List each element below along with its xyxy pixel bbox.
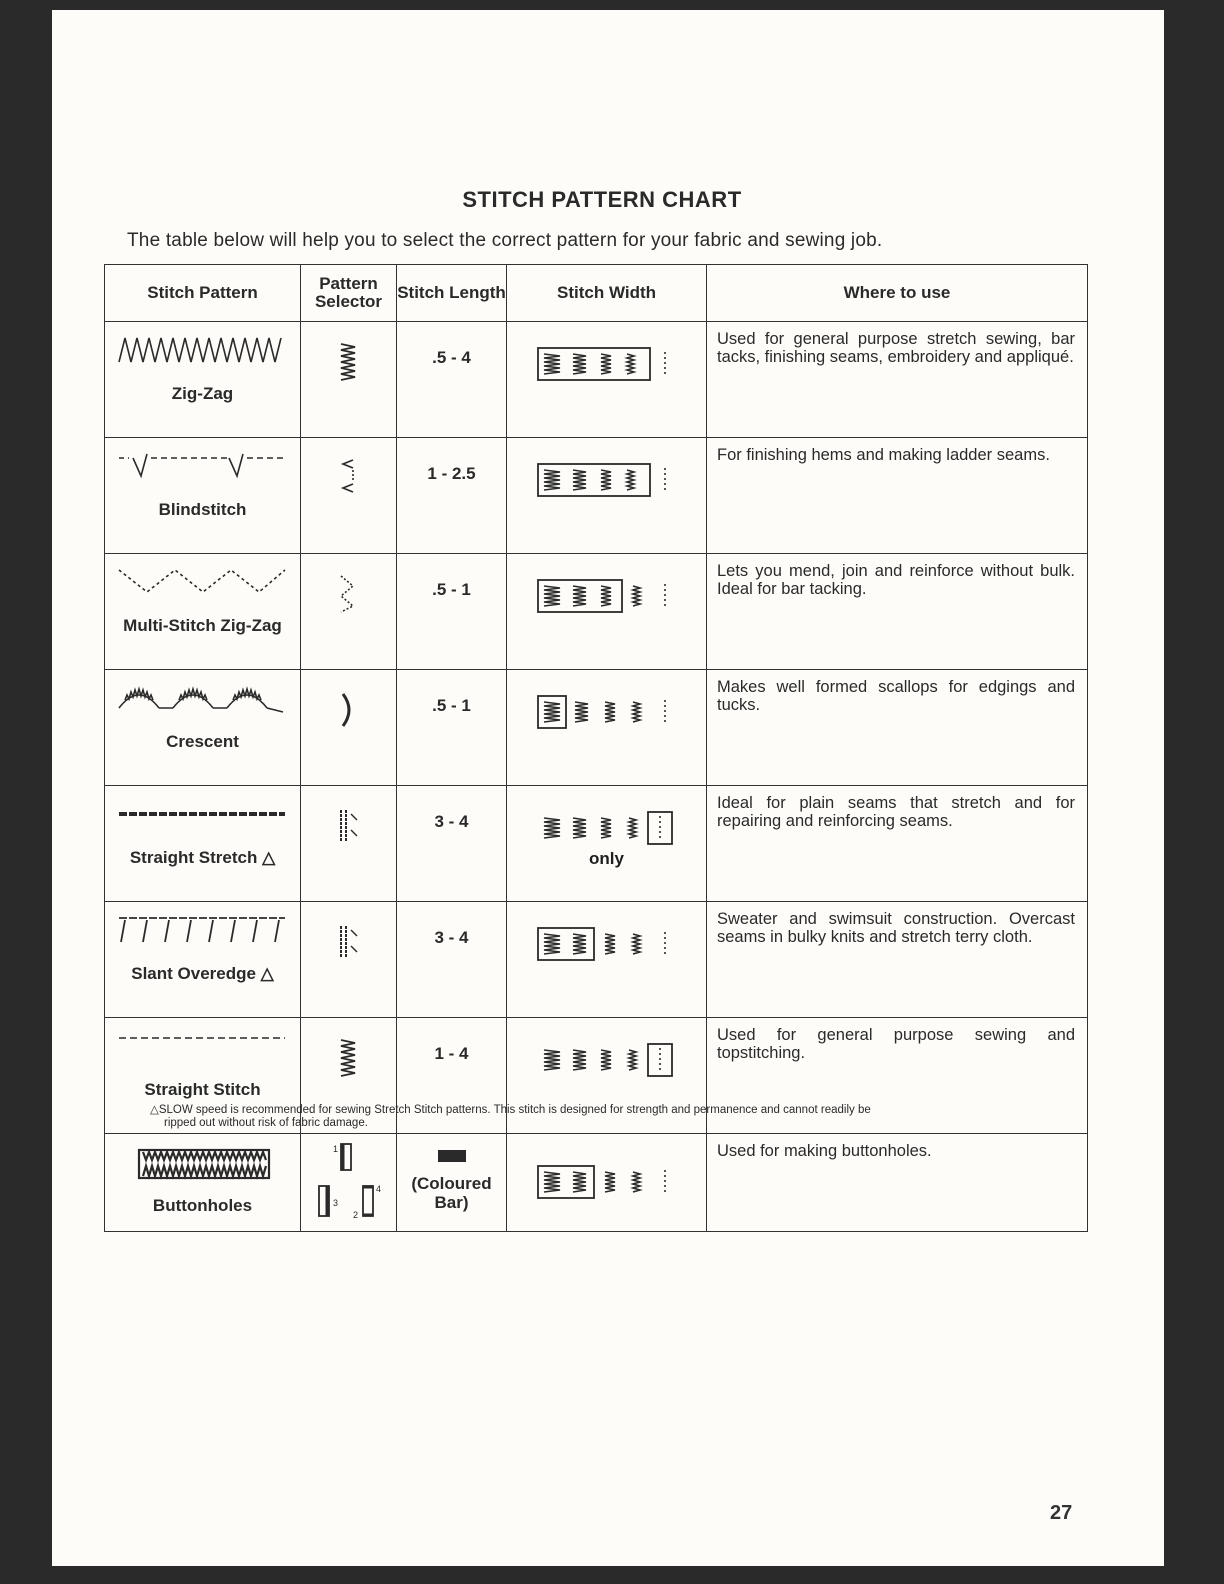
selector-zigzag-icon <box>337 342 361 382</box>
header-stitch-width: Stitch Width <box>507 265 707 322</box>
footnote <box>150 1104 1080 1130</box>
width-range-icon <box>535 344 675 384</box>
zigzag-icon <box>115 334 287 364</box>
step-2: 2 <box>353 1210 359 1220</box>
table-row <box>105 670 1088 786</box>
blindstitch-icon <box>115 450 287 480</box>
where-to-use: Lets you mend, join and reinforce without bulk. Ideal for bar tacking. <box>707 554 1088 670</box>
selector-slant-overedge-icon <box>337 922 361 962</box>
slant-overedge-icon <box>115 914 287 944</box>
selector-straight-stretch-icon <box>337 806 361 846</box>
stitch-length: .5 - 1 <box>397 554 507 670</box>
footnote-line-2: ripped out without risk of fabric damage. <box>164 1117 368 1129</box>
width-range-icon <box>535 924 675 964</box>
header-stitch-length: Stitch Length <box>397 265 507 322</box>
selector-crescent-icon <box>337 690 361 730</box>
stitch-length: .5 - 1 <box>397 670 507 786</box>
step-3: 3 <box>333 1198 339 1208</box>
stitch-length: 1 - 2.5 <box>397 438 507 554</box>
crescent-icon <box>115 682 287 712</box>
pattern-name: Blindstitch <box>158 500 247 519</box>
stitch-length: 3 - 4 <box>397 786 507 902</box>
stitch-pattern-table <box>104 264 1088 1232</box>
pattern-name: Slant Overedge △ <box>131 964 274 983</box>
coloured-bar-icon <box>438 1150 466 1162</box>
stitch-length: (Coloured Bar) <box>411 1174 492 1212</box>
where-to-use: Used for general purpose stretch sewing, bar tacks, finishing seams, embroidery and appliqué. <box>707 322 1088 438</box>
stitch-length: .5 - 4 <box>397 322 507 438</box>
where-to-use: Sweater and swimsuit construction. Overcast seams in bulky knits and stretch terry cloth. <box>707 902 1088 1018</box>
selector-blindstitch-icon <box>337 458 361 498</box>
stitch-length: 1 - 4 <box>397 1018 507 1134</box>
step-4: 4 <box>376 1184 382 1194</box>
scan-edge <box>0 0 1224 10</box>
width-range-icon <box>535 1040 675 1080</box>
step-1: 1 <box>333 1144 339 1154</box>
table-row <box>105 322 1088 438</box>
intro-text: The table below will help you to select the correct pattern for your fabric and sewing job. <box>127 230 883 251</box>
straight-stitch-icon <box>115 1030 287 1060</box>
pattern-name: Straight Stitch <box>144 1080 261 1099</box>
width-note: only <box>589 849 624 868</box>
footnote-line-1: △SLOW speed is recommended for sewing Stretch Stitch patterns. This stitch is designed for strength and permanence and cannot readily be <box>150 1104 871 1116</box>
table-row <box>105 902 1088 1018</box>
pattern-name: Straight Stretch △ <box>129 848 276 867</box>
straight-stretch-icon <box>115 798 287 828</box>
table-row <box>105 1134 1088 1232</box>
pattern-name: Zig-Zag <box>171 384 234 403</box>
width-range-icon <box>535 576 675 616</box>
stitch-length: 3 - 4 <box>397 902 507 1018</box>
where-to-use: For finishing hems and making ladder seams. <box>707 438 1088 554</box>
width-range-icon <box>535 692 675 732</box>
selector-multi-stitch-icon <box>337 574 361 614</box>
selector-buttonhole-icon <box>315 1142 385 1222</box>
table-row <box>105 554 1088 670</box>
width-range-icon <box>535 460 675 500</box>
page-number: 27 <box>1050 1502 1073 1524</box>
where-to-use: Ideal for plain seams that stretch and for repairing and reinforcing seams. <box>707 786 1088 902</box>
where-to-use: Makes well formed scallops for edgings and tucks. <box>707 670 1088 786</box>
buttonhole-icon <box>135 1148 307 1178</box>
selector-straight-stitch-icon <box>337 1038 361 1078</box>
table-row <box>105 786 1088 902</box>
table-header-row <box>105 265 1088 322</box>
width-range-icon <box>535 1162 675 1202</box>
header-pattern-selector: Pattern Selector <box>301 265 397 322</box>
where-to-use: Used for general purpose sewing and topstitching. <box>707 1018 1088 1134</box>
pattern-name: Multi-Stitch Zig-Zag <box>123 616 282 635</box>
header-where-to-use: Where to use <box>707 265 1088 322</box>
table-row <box>105 438 1088 554</box>
header-stitch-pattern: Stitch Pattern <box>105 265 301 322</box>
width-range-icon <box>535 808 675 848</box>
multi-stitch-icon <box>115 566 287 596</box>
pattern-name: Buttonholes <box>152 1196 253 1215</box>
where-to-use: Used for making buttonholes. <box>707 1134 1088 1232</box>
page-title: STITCH PATTERN CHART <box>462 187 742 212</box>
pattern-name: Crescent <box>166 732 239 751</box>
